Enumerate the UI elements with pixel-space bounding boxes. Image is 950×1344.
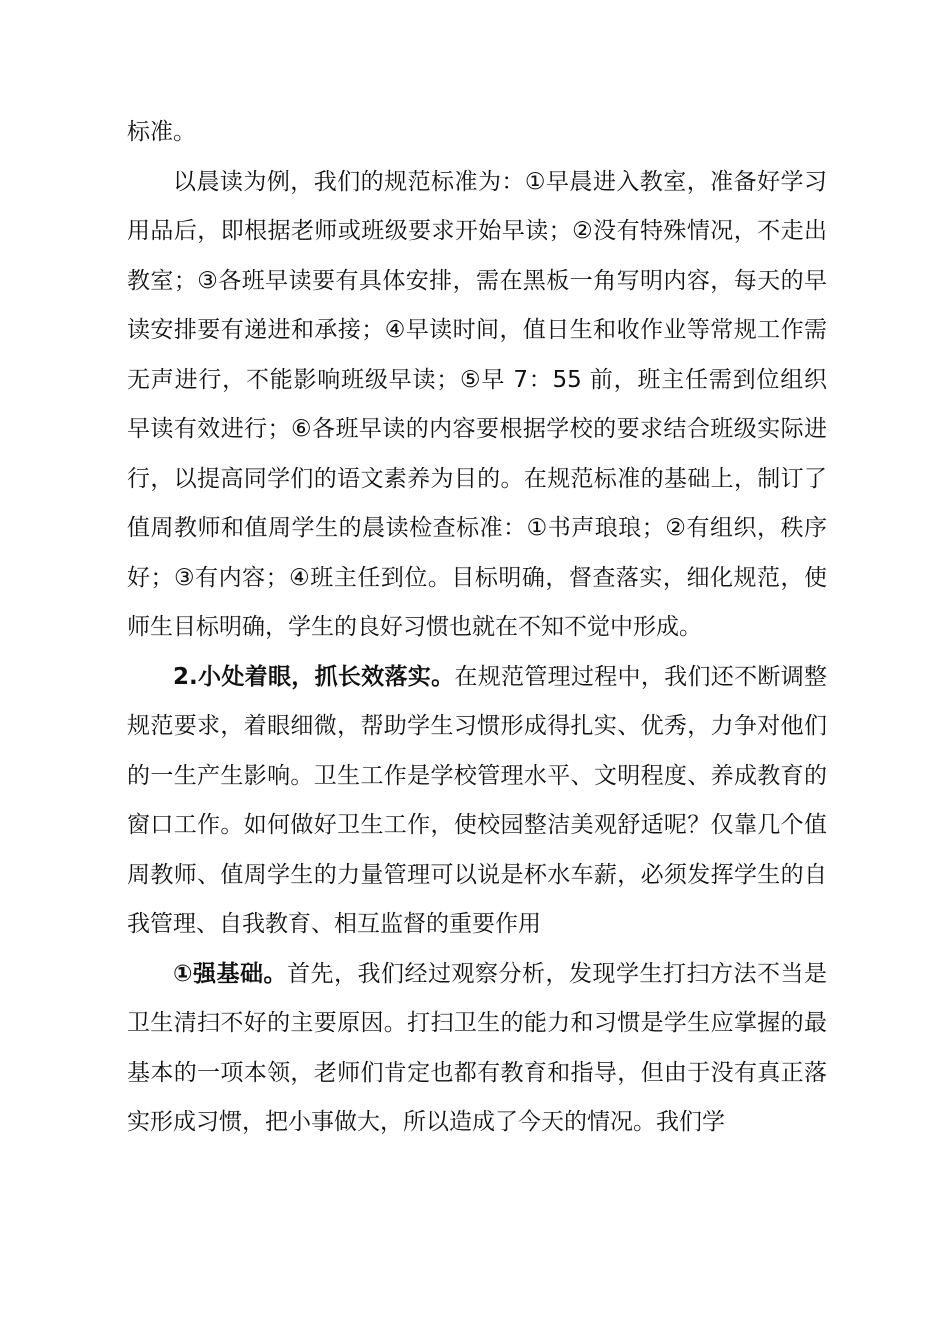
paragraph-section-2 bbox=[127, 653, 827, 950]
paragraph-morning-reading: 以晨读为例，我们的规范标准为：①早晨进入教室，准备好学习用品后，即根据老师或班级要求开始早读；②没有特殊情况，不走出教室；③各班早读要有具体安排，需在黑板一角写明内容，每天的早读安排要有递进和承接；④早读时间，值日生和收作业等常规工作需无声进行，不能影响班级早读；⑤早 7：55 前，班主任需到位组织早读有效进行；⑥各班早读的内容要根据学校的要求结合班级实际进行，以提高同学们的语文素养为目的。在规范标准的基础上，制订了值周教师和值周学生的晨读检查标准：①书声琅琅；②有组织，秩序好；③有内容；④班主任到位。目标明确，督查落实，细化规范，使师生目标明确，学生的良好习惯也就在不知不觉中形成。 bbox=[127, 168, 827, 640]
paragraph-continuation: 标准。 bbox=[127, 119, 196, 145]
document-page bbox=[127, 108, 827, 1148]
section-body: 在规范管理过程中，我们还不断调整规范要求，着眼细微，帮助学生习惯形成得扎实、优秀，力争对他们的一生产生影响。卫生工作是学校管理水平、文明程度、养成教育的窗口工作。如何做好卫生工作，使校园整洁美观舒适呢？仅靠几个值周教师、值周学生的力量管理可以说是杯水车薪，必须发挥学生的自我管理、自我教育、相互监督的重要作用 bbox=[127, 663, 828, 937]
section-heading: 2.小处着眼，抓长效落实。 bbox=[173, 663, 455, 690]
paragraph-strengthen-basics bbox=[127, 950, 827, 1148]
subsection-heading: ①强基础。 bbox=[173, 960, 287, 987]
subsection-body: 首先，我们经过观察分析，发现学生打扫方法不当是卫生清扫不好的主要原因。打扫卫生的能力和习惯是学生应掌握的最基本的一项本领，老师们肯定也都有教育和指导，但由于没有真正落实形成习惯，把小事做大，所以造成了今天的情况。我们学 bbox=[127, 960, 827, 1135]
